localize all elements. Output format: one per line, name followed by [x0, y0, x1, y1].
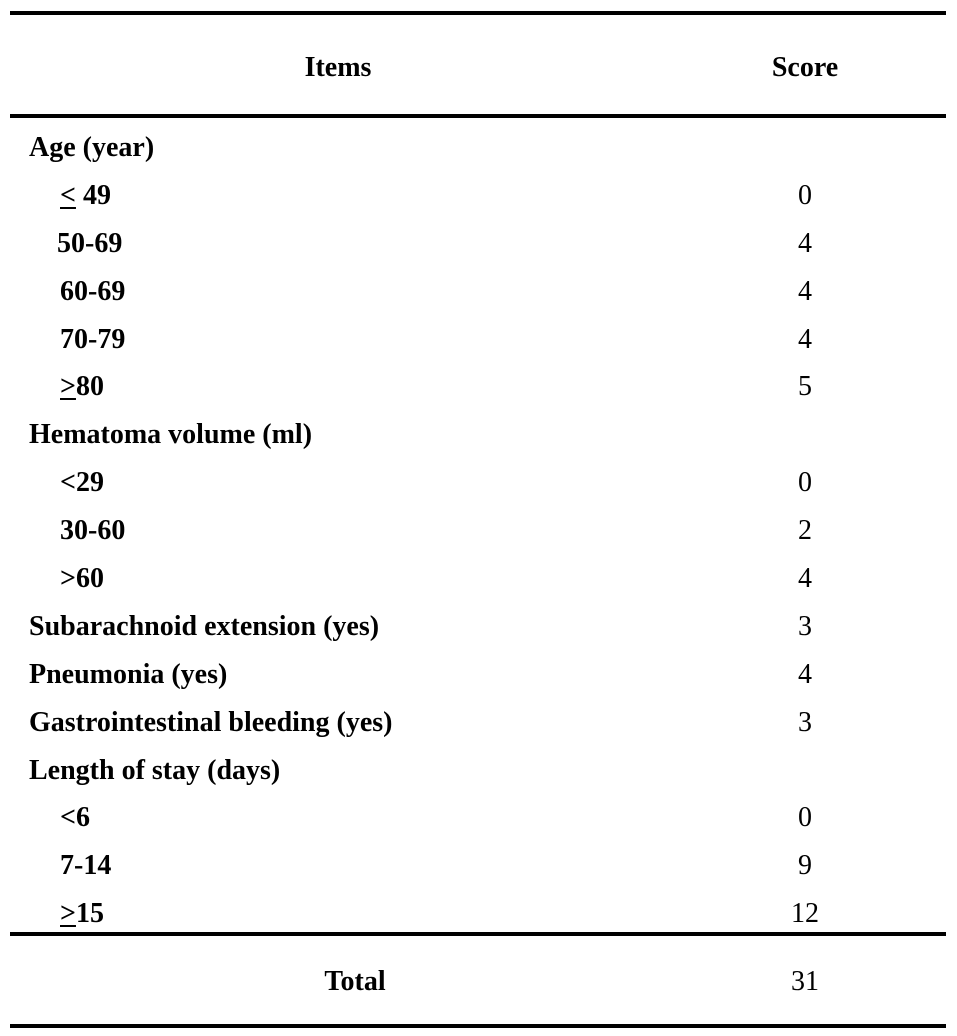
row-label: >60: [60, 563, 104, 595]
row-score: 4: [798, 658, 812, 690]
row-label: <29: [60, 467, 104, 499]
table-row: [0, 171, 957, 219]
row-label: <6: [60, 802, 90, 834]
row-score: 9: [798, 850, 812, 882]
table-row: [0, 698, 957, 746]
row-label: 7-14: [60, 850, 112, 882]
table-row: [0, 362, 957, 410]
row-score: 4: [798, 323, 812, 355]
row-label-value: 49: [75, 179, 111, 211]
row-label-symbol: >: [60, 898, 76, 930]
row-score: 3: [798, 706, 812, 738]
row-label: 30-60: [60, 515, 126, 547]
table-row: [0, 746, 957, 794]
row-label: Subarachnoid extension (yes): [29, 610, 380, 642]
total-score: 31: [791, 966, 819, 997]
row-score: 5: [798, 371, 812, 403]
row-label: [60, 179, 111, 213]
row-label: Hematoma volume (ml): [29, 419, 313, 451]
header-rule: [10, 114, 946, 118]
table-row: [0, 506, 957, 554]
table-row: [0, 458, 957, 506]
table-body: [0, 123, 957, 937]
row-score: 0: [798, 179, 812, 211]
row-label: Pneumonia (yes): [29, 658, 228, 690]
table-bottom-rule: [10, 1024, 946, 1028]
row-label: 60-69: [60, 275, 126, 307]
row-label: [60, 370, 104, 404]
row-label: Length of stay (days): [29, 754, 281, 786]
table-row: [0, 889, 957, 937]
row-label: 70-79: [60, 323, 126, 355]
row-label-value: 15: [75, 898, 104, 930]
row-score: 2: [798, 515, 812, 547]
row-score: 4: [798, 227, 812, 259]
table-row: [0, 315, 957, 363]
column-header-items: Items: [304, 52, 372, 83]
column-header-score: Score: [771, 52, 839, 83]
row-score: 0: [798, 467, 812, 499]
table-row: [0, 219, 957, 267]
row-label: [60, 897, 104, 931]
table-row: [0, 554, 957, 602]
row-label-symbol: >: [60, 371, 76, 403]
total-label: Total: [324, 966, 386, 997]
row-label: 50-69: [57, 227, 123, 259]
table-row: [0, 650, 957, 698]
row-score: 4: [798, 563, 812, 595]
row-label: Gastrointestinal bleeding (yes): [29, 706, 393, 738]
row-label-value: 80: [75, 371, 104, 403]
table-row: [0, 793, 957, 841]
row-label: Age (year): [29, 132, 155, 163]
row-score: 12: [791, 898, 819, 930]
table-top-rule: [10, 11, 946, 15]
table-row: [0, 410, 957, 458]
table-row: [0, 267, 957, 315]
table-row: [0, 841, 957, 889]
row-score: 4: [798, 275, 812, 307]
row-label-symbol: <: [60, 179, 76, 211]
table-row: [0, 123, 957, 171]
row-score: 0: [798, 802, 812, 834]
total-rule: [10, 932, 946, 936]
table-row: [0, 602, 957, 650]
row-score: 3: [798, 610, 812, 642]
